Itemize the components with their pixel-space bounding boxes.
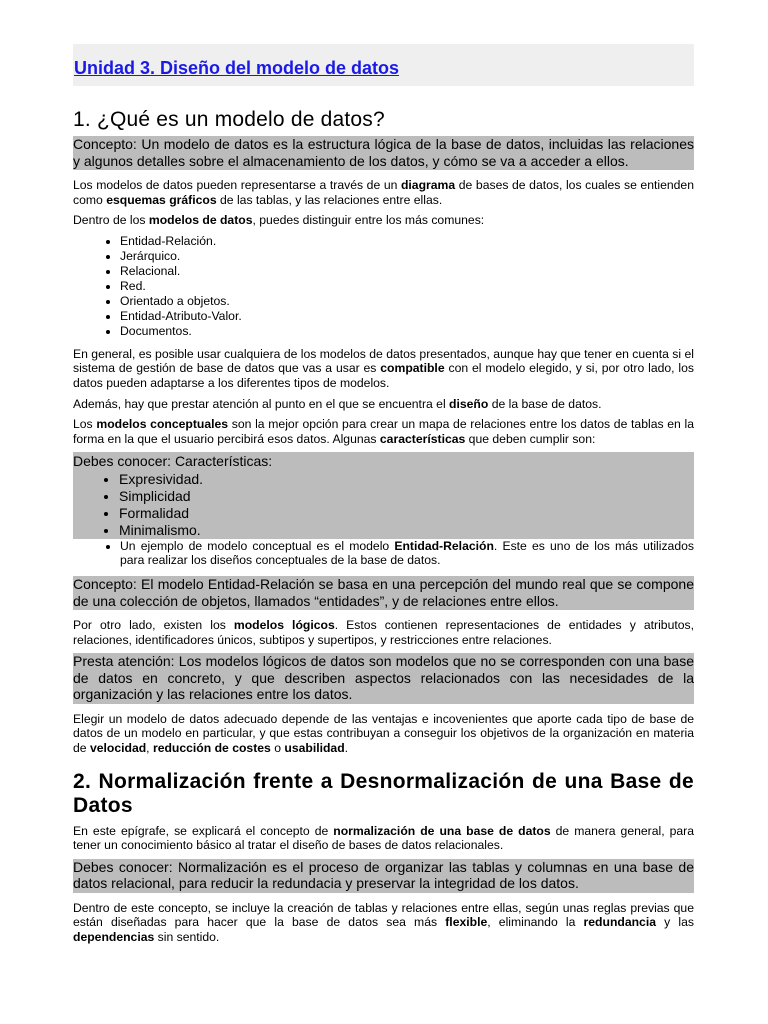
paragraph: En general, es posible usar cualquiera de los modelos de datos presentados, aunque hay que tener en cuenta si el sistema de gestión de base de datos que vas a usar es compatible con el modelo elegido, y si, por otro lado, los datos pueden adaptarse a los diferentes tipos de modelos. <box>73 346 694 390</box>
paragraph: Dentro de este concepto, se incluye la creación de tablas y relaciones entre ellas, según unas reglas previas que están diseñadas para hacer que la base de datos sea más flexible, eliminando la redundancia y las dependencias sin sentido. <box>73 900 694 944</box>
attention-box: Presta atención: Los modelos lógicos de datos son modelos que no se corresponden con una base de datos en concreto, y que describen aspectos relacionados con las necesidades de la organización y las relaciones entre los datos. <box>73 653 694 703</box>
section-1-heading: 1. ¿Qué es un modelo de datos? <box>73 108 385 131</box>
concept-box: Concepto: Un modelo de datos es la estructura lógica de la base de datos, incluidas las relaciones y algunos detalles sobre el almacenamiento de los datos, y cómo se va a acceder a ellos. <box>73 136 694 169</box>
paragraph: Elegir un modelo de datos adecuado depende de las ventajas e incovenientes que aporte cada tipo de base de datos de un modelo en particular, y que estas contribuyan a conseguir los objetivos de la organización en materia de velocidad, reducción de costes o usabilidad. <box>73 711 694 755</box>
paragraph: Por otro lado, existen los modelos lógicos. Estos contienen representaciones de entidades y atributos, relaciones, identificadores únicos, subtipos y supertipos, y restricciones entre relaciones. <box>73 618 694 647</box>
list-item: • Red. <box>120 279 694 294</box>
unit-title-link[interactable]: Unidad 3. Diseño del modelo de datos <box>74 58 400 78</box>
list-item: • Documentos. <box>120 324 694 339</box>
list-item: • Minimalismo. <box>119 522 694 539</box>
list-item: • Simplicidad <box>119 488 694 505</box>
paragraph: En este epígrafe, se explicará el concepto de normalización de una base de datos de manera general, para tener un conocimiento básico al tratar el diseño de bases de datos relacionales. <box>73 823 694 853</box>
features-list <box>73 471 694 539</box>
list-item: • Expresividad. <box>119 471 694 488</box>
list-item: • Formalidad <box>119 505 694 522</box>
paragraph: Los modelos de datos pueden representarse a través de un diagrama de bases de datos, los cuales se entienden como esquemas gráficos de las tablas, y las relaciones entre ellas. <box>73 178 694 207</box>
features-box <box>73 452 694 539</box>
er-example-list <box>73 539 694 568</box>
list-item: • Jerárquico. <box>120 249 694 264</box>
normalization-box: Debes conocer: Normalización es el proceso de organizar las tablas y columnas en una base de datos relacional, para reducir la redundacia y preservar la integridad de los datos. <box>73 858 694 892</box>
list-item: • Entidad-Atributo-Valor. <box>120 309 694 324</box>
paragraph: Dentro de los modelos de datos, puedes distinguir entre los más comunes: <box>73 213 485 228</box>
section-2-heading: 2. Normalización frente a Desnormalización de una Base de Datos <box>73 769 694 817</box>
list-item: • Relacional. <box>120 264 694 279</box>
paragraph: Los modelos conceptuales son la mejor opción para crear un mapa de relaciones entre los datos de tablas en la forma en la que el usuario percibirá esos datos. Algunas características que deben cumplir son: <box>73 417 694 446</box>
data-models-list <box>73 234 694 339</box>
list-item: • Entidad-Relación. <box>120 234 694 249</box>
paragraph: Además, hay que prestar atención al punto en el que se encuentra el diseño de la base de datos. <box>73 396 602 411</box>
er-concept-box: Concepto: El modelo Entidad-Relación se basa en una percepción del mundo real que se compone de una colección de objetos, llamados “entidades”, y de relaciones entre ellos. <box>73 576 694 609</box>
features-box-label: Debes conocer: Características: <box>73 453 273 470</box>
list-item: • Orientado a objetos. <box>120 294 694 309</box>
document-content <box>73 44 694 950</box>
title-bar <box>73 44 694 86</box>
list-item: • Un ejemplo de modelo conceptual es el modelo Entidad-Relación. Este es uno de los más utilizados para realizar los diseños conceptuales de la base de datos. <box>120 539 694 568</box>
